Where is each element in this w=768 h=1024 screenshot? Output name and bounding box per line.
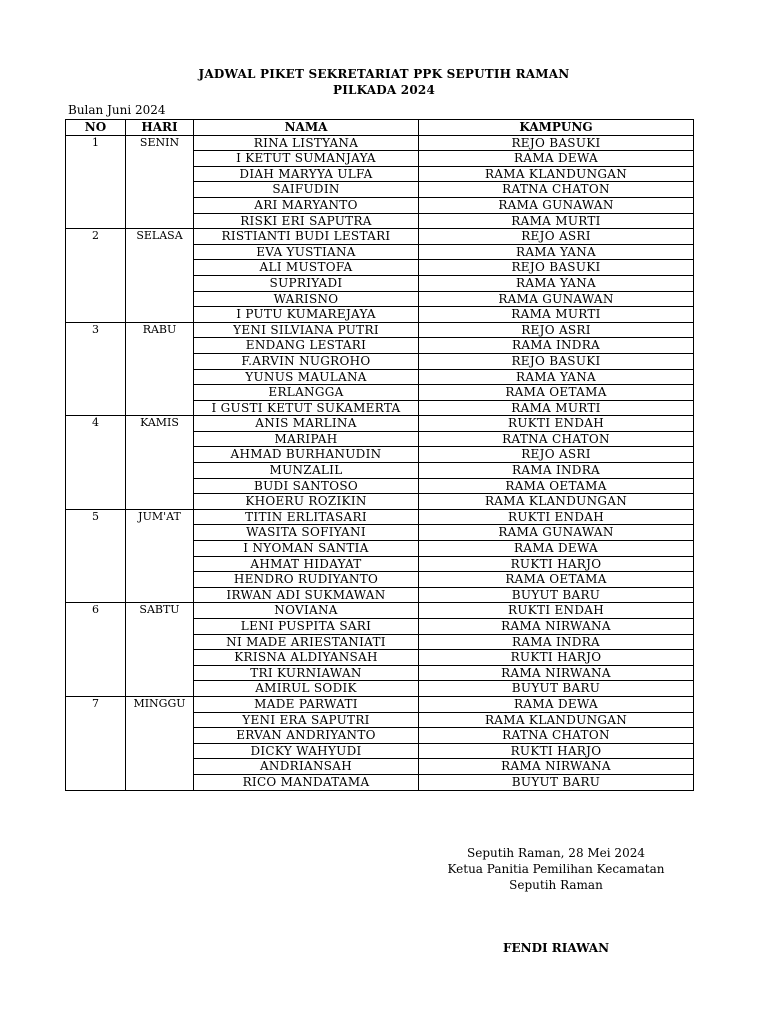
member-kampung: RAMA YANA (419, 275, 694, 291)
member-kampung: RAMA NIRWANA (419, 759, 694, 775)
member-name: MADE PARWATI (194, 696, 419, 712)
document-subtitle: PILKADA 2024 (332, 83, 436, 97)
member-name: AHMAT HIDAYAT (194, 556, 419, 572)
member-kampung: RUKTI HARJO (419, 743, 694, 759)
member-kampung: BUYUT BARU (419, 587, 694, 603)
member-kampung: RAMA YANA (419, 244, 694, 260)
table-row (66, 509, 694, 525)
member-name: RISKI ERI SAPUTRA (194, 213, 419, 229)
member-name: ALI MUSTOFA (194, 260, 419, 276)
signature-role: Ketua Panitia Pemilihan Kecamatan (447, 862, 665, 876)
table-row (66, 229, 694, 245)
schedule-table (65, 119, 694, 791)
member-kampung: RUKTI ENDAH (419, 603, 694, 619)
day-number: 6 (66, 603, 126, 697)
table-row (66, 603, 694, 619)
document-title: JADWAL PIKET SEKRETARIAT PPK SEPUTIH RAMAN (198, 67, 570, 81)
day-number: 5 (66, 509, 126, 603)
table-row (66, 416, 694, 432)
day-name: MINGGU (126, 696, 194, 790)
member-name: ENDANG LESTARI (194, 338, 419, 354)
member-kampung: RAMA MURTI (419, 400, 694, 416)
member-kampung: RAMA INDRA (419, 463, 694, 479)
header-hari: HARI (126, 120, 194, 136)
member-kampung: REJO ASRI (419, 447, 694, 463)
member-name: YENI ERA SAPUTRI (194, 712, 419, 728)
member-kampung: RAMA DEWA (419, 151, 694, 167)
member-name: ANDRIANSAH (194, 759, 419, 775)
member-kampung: BUYUT BARU (419, 681, 694, 697)
member-name: DIAH MARYYA ULFA (194, 166, 419, 182)
member-name: ANIS MARLINA (194, 416, 419, 432)
member-name: MUNZALIL (194, 463, 419, 479)
day-number: 2 (66, 229, 126, 323)
signature-district: Seputih Raman (509, 878, 603, 892)
signature-name: FENDI RIAWAN (502, 941, 610, 955)
member-kampung: RAMA DEWA (419, 696, 694, 712)
day-name: SABTU (126, 603, 194, 697)
header-no: NO (66, 120, 126, 136)
member-kampung: REJO ASRI (419, 322, 694, 338)
member-kampung: RAMA MURTI (419, 213, 694, 229)
member-kampung: REJO BASUKI (419, 260, 694, 276)
member-name: RICO MANDATAMA (194, 774, 419, 790)
member-kampung: BUYUT BARU (419, 774, 694, 790)
member-name: TRI KURNIAWAN (194, 665, 419, 681)
member-name: RISTIANTI BUDI LESTARI (194, 229, 419, 245)
member-kampung: RAMA KLANDUNGAN (419, 712, 694, 728)
member-kampung: RAMA NIRWANA (419, 619, 694, 635)
member-kampung: REJO BASUKI (419, 135, 694, 151)
member-name: WARISNO (194, 291, 419, 307)
member-name: ERLANGGA (194, 385, 419, 401)
member-name: I GUSTI KETUT SUKAMERTA (194, 400, 419, 416)
member-kampung: RAMA NIRWANA (419, 665, 694, 681)
member-kampung: RUKTI HARJO (419, 650, 694, 666)
member-name: I NYOMAN SANTIA (194, 541, 419, 557)
member-kampung: RUKTI ENDAH (419, 416, 694, 432)
member-name: IRWAN ADI SUKMAWAN (194, 587, 419, 603)
member-name: EVA YUSTIANA (194, 244, 419, 260)
member-kampung: RAMA YANA (419, 369, 694, 385)
member-kampung: RAMA INDRA (419, 338, 694, 354)
member-name: I PUTU KUMAREJAYA (194, 307, 419, 323)
member-name: YUNUS MAULANA (194, 369, 419, 385)
day-name: SELASA (126, 229, 194, 323)
member-name: YENI SILVIANA PUTRI (194, 322, 419, 338)
member-name: F.ARVIN NUGROHO (194, 353, 419, 369)
table-row (66, 135, 694, 151)
schedule-body (66, 135, 694, 790)
month-label: Bulan Juni 2024 (68, 103, 166, 117)
member-name: MARIPAH (194, 431, 419, 447)
member-kampung: RAMA KLANDUNGAN (419, 494, 694, 510)
table-header-row (66, 120, 694, 136)
member-kampung: RAMA INDRA (419, 634, 694, 650)
member-name: AHMAD BURHANUDIN (194, 447, 419, 463)
member-name: TITIN ERLITASARI (194, 509, 419, 525)
member-kampung: REJO BASUKI (419, 353, 694, 369)
member-name: AMIRUL SODIK (194, 681, 419, 697)
member-kampung: RUKTI HARJO (419, 556, 694, 572)
member-kampung: RAMA MURTI (419, 307, 694, 323)
member-name: NOVIANA (194, 603, 419, 619)
day-name: SENIN (126, 135, 194, 229)
member-name: LENI PUSPITA SARI (194, 619, 419, 635)
member-kampung: RATNA CHATON (419, 728, 694, 744)
day-name: KAMIS (126, 416, 194, 510)
member-kampung: RATNA CHATON (419, 182, 694, 198)
day-number: 1 (66, 135, 126, 229)
table-row (66, 696, 694, 712)
day-name: RABU (126, 322, 194, 416)
member-name: ARI MARYANTO (194, 197, 419, 213)
member-kampung: RUKTI ENDAH (419, 509, 694, 525)
member-name: BUDI SANTOSO (194, 478, 419, 494)
member-kampung: RAMA OETAMA (419, 572, 694, 588)
member-kampung: RAMA DEWA (419, 541, 694, 557)
member-name: HENDRO RUDIYANTO (194, 572, 419, 588)
member-name: DICKY WAHYUDI (194, 743, 419, 759)
member-name: SUPRIYADI (194, 275, 419, 291)
member-name: KRISNA ALDIYANSAH (194, 650, 419, 666)
member-name: SAIFUDIN (194, 182, 419, 198)
member-name: I KETUT SUMANJAYA (194, 151, 419, 167)
table-row (66, 322, 694, 338)
day-number: 3 (66, 322, 126, 416)
member-name: NI MADE ARIESTANIATI (194, 634, 419, 650)
member-name: KHOERU ROZIKIN (194, 494, 419, 510)
day-name: JUM'AT (126, 509, 194, 603)
member-kampung: REJO ASRI (419, 229, 694, 245)
member-name: RINA LISTYANA (194, 135, 419, 151)
member-name: ERVAN ANDRIYANTO (194, 728, 419, 744)
member-kampung: RATNA CHATON (419, 431, 694, 447)
member-kampung: RAMA GUNAWAN (419, 525, 694, 541)
day-number: 4 (66, 416, 126, 510)
member-kampung: RAMA KLANDUNGAN (419, 166, 694, 182)
header-nama: NAMA (194, 120, 419, 136)
header-kampung: KAMPUNG (419, 120, 694, 136)
day-number: 7 (66, 696, 126, 790)
signature-place-date: Seputih Raman, 28 Mei 2024 (467, 846, 645, 860)
member-kampung: RAMA GUNAWAN (419, 197, 694, 213)
member-kampung: RAMA OETAMA (419, 385, 694, 401)
member-kampung: RAMA GUNAWAN (419, 291, 694, 307)
member-kampung: RAMA OETAMA (419, 478, 694, 494)
member-name: WASITA SOFIYANI (194, 525, 419, 541)
